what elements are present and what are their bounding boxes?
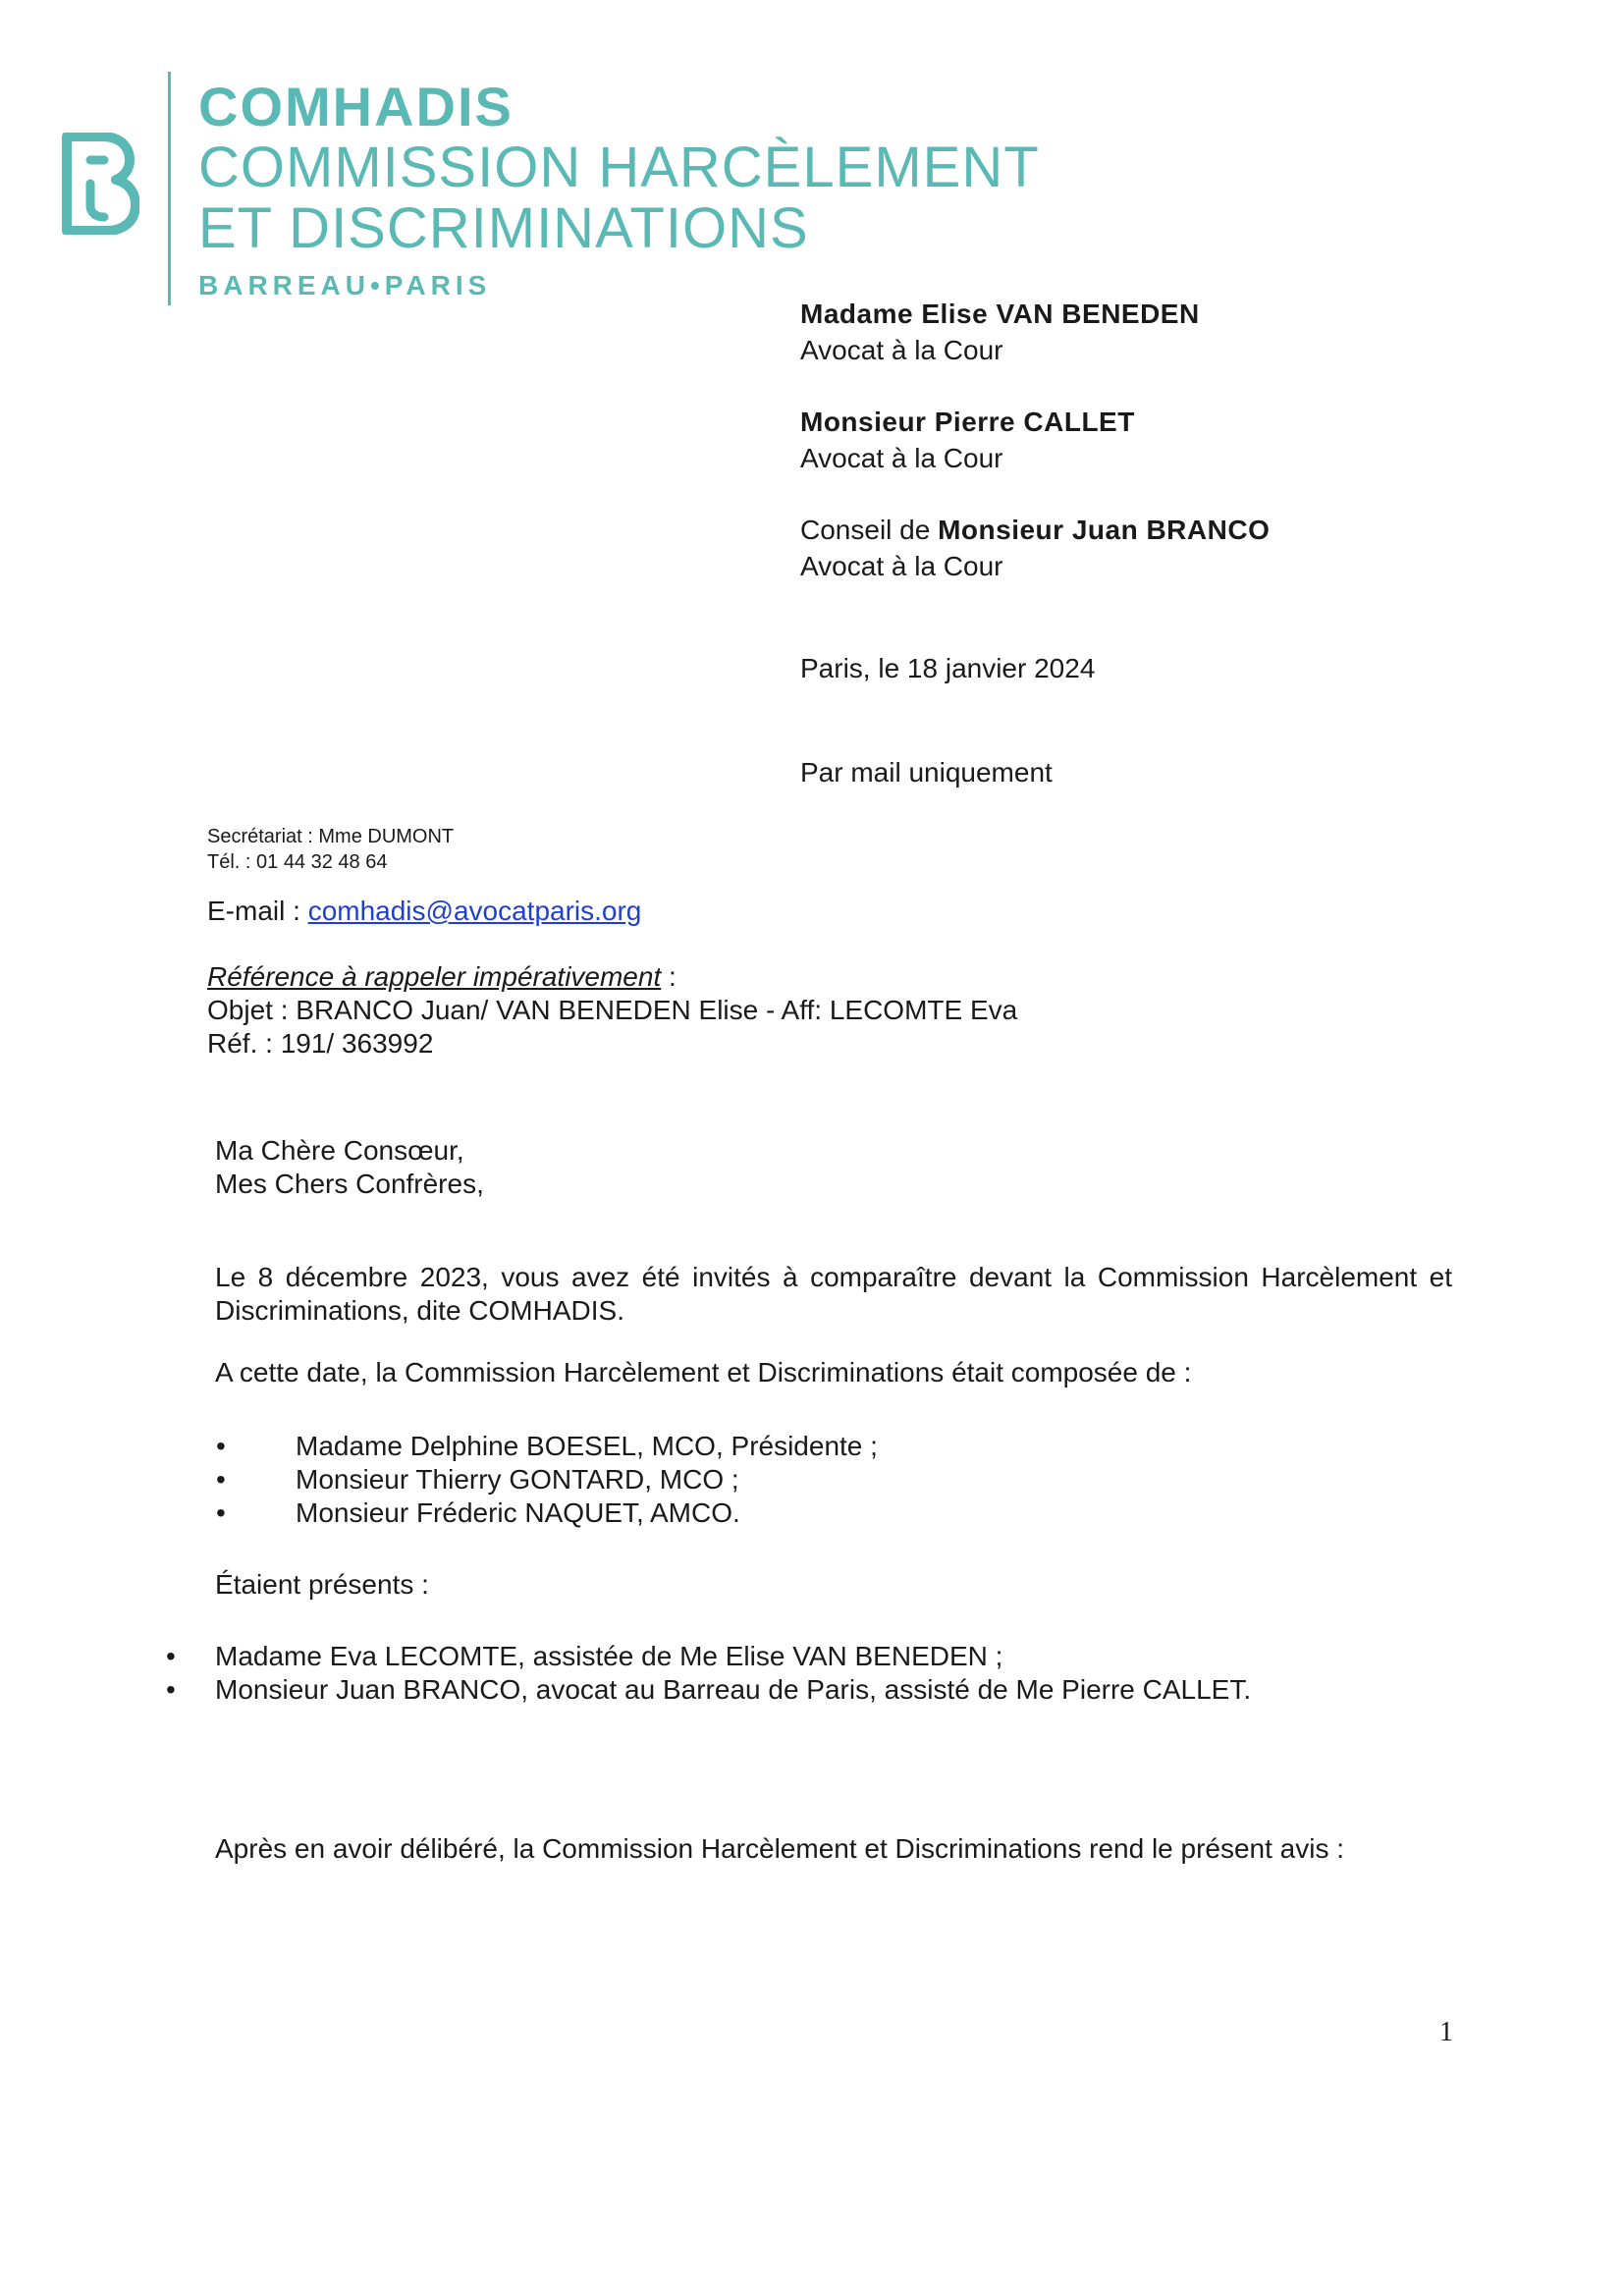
email-label: E-mail : xyxy=(207,896,308,926)
list-item xyxy=(157,1640,1251,1673)
recipient-name: Madame Elise VAN BENEDEN xyxy=(800,299,1200,329)
list-item xyxy=(207,1463,878,1496)
recipient-2 xyxy=(800,404,1586,476)
reference-title: Référence à rappeler impérativement xyxy=(207,961,662,992)
salutation-line: Mes Chers Confrères, xyxy=(215,1169,484,1199)
list-item xyxy=(207,1430,878,1463)
member-text: Madame Delphine BOESEL, MCO, Présidente ; xyxy=(296,1431,878,1461)
reference-block xyxy=(207,960,1017,1061)
bullet-icon: • xyxy=(216,1497,226,1528)
recipient-name: Monsieur Pierre CALLET xyxy=(800,407,1135,437)
salutation-line: Ma Chère Consœur, xyxy=(215,1135,464,1166)
members-list xyxy=(207,1430,878,1530)
recipient-prefix: Conseil de xyxy=(800,515,939,545)
email-link[interactable]: comhadis@avocatparis.org xyxy=(307,896,642,926)
logo-subtitle-2: ET DISCRIMINATIONS xyxy=(198,196,809,260)
page-number: 1 xyxy=(1439,2017,1453,2047)
recipient-title: Avocat à la Cour xyxy=(800,551,1003,581)
delivery-mode: Par mail uniquement xyxy=(800,757,1053,788)
present-text: Madame Eva LECOMTE, assistée de Me Elise VAN BENEDEN ; xyxy=(215,1641,1003,1671)
list-item xyxy=(157,1673,1251,1707)
list-item xyxy=(207,1496,878,1530)
barreau-logo-icon xyxy=(61,133,139,235)
logo-wordmark xyxy=(198,77,1040,302)
secretariat-phone: Tél. : 01 44 32 48 64 xyxy=(207,851,388,873)
secretariat-info xyxy=(207,824,454,875)
member-text: Monsieur Fréderic NAQUET, AMCO. xyxy=(296,1497,740,1528)
presents-heading: Étaient présents : xyxy=(215,1569,429,1600)
bullet-icon: • xyxy=(166,1641,176,1671)
recipient-title: Avocat à la Cour xyxy=(800,335,1003,365)
bullet-icon: • xyxy=(216,1464,226,1495)
recipient-block xyxy=(800,296,1586,790)
reference-number: Réf. : 191/ 363992 xyxy=(207,1028,434,1059)
recipient-1 xyxy=(800,296,1586,368)
reference-title-suffix: : xyxy=(661,961,677,992)
composition-paragraph: A cette date, la Commission Harcèlement et Discriminations était composée de : xyxy=(215,1357,1192,1387)
secretariat-name: Secrétariat : Mme DUMONT xyxy=(207,826,455,847)
recipient-3 xyxy=(800,512,1586,584)
logo-title: COMHADIS xyxy=(198,76,514,137)
presents-list xyxy=(157,1640,1251,1707)
logo-divider xyxy=(168,72,171,305)
letter-date: Paris, le 18 janvier 2024 xyxy=(800,653,1096,683)
recipient-title: Avocat à la Cour xyxy=(800,443,1003,473)
recipient-name: Monsieur Juan BRANCO xyxy=(938,515,1271,545)
logo-barreau: BARREAU•PARIS xyxy=(198,270,492,300)
deliberation-paragraph: Après en avoir délibéré, la Commission Harcèlement et Discriminations rend le présent avis : xyxy=(215,1833,1345,1864)
intro-paragraph: Le 8 décembre 2023, vous avez été invités à comparaître devant la Commission Harcèlement et Discriminations, dite COMHADIS. xyxy=(215,1262,1452,1326)
bullet-icon: • xyxy=(166,1674,176,1705)
reference-objet: Objet : BRANCO Juan/ VAN BENEDEN Elise - Aff: LECOMTE Eva xyxy=(207,995,1018,1025)
email-line xyxy=(207,895,641,928)
salutation xyxy=(215,1134,1452,1201)
logo-subtitle-1: COMMISSION HARCÈLEMENT xyxy=(198,136,1040,199)
member-text: Monsieur Thierry GONTARD, MCO ; xyxy=(296,1464,739,1495)
bullet-icon: • xyxy=(216,1431,226,1461)
present-text: Monsieur Juan BRANCO, avocat au Barreau de Paris, assisté de Me Pierre CALLET. xyxy=(215,1674,1252,1705)
